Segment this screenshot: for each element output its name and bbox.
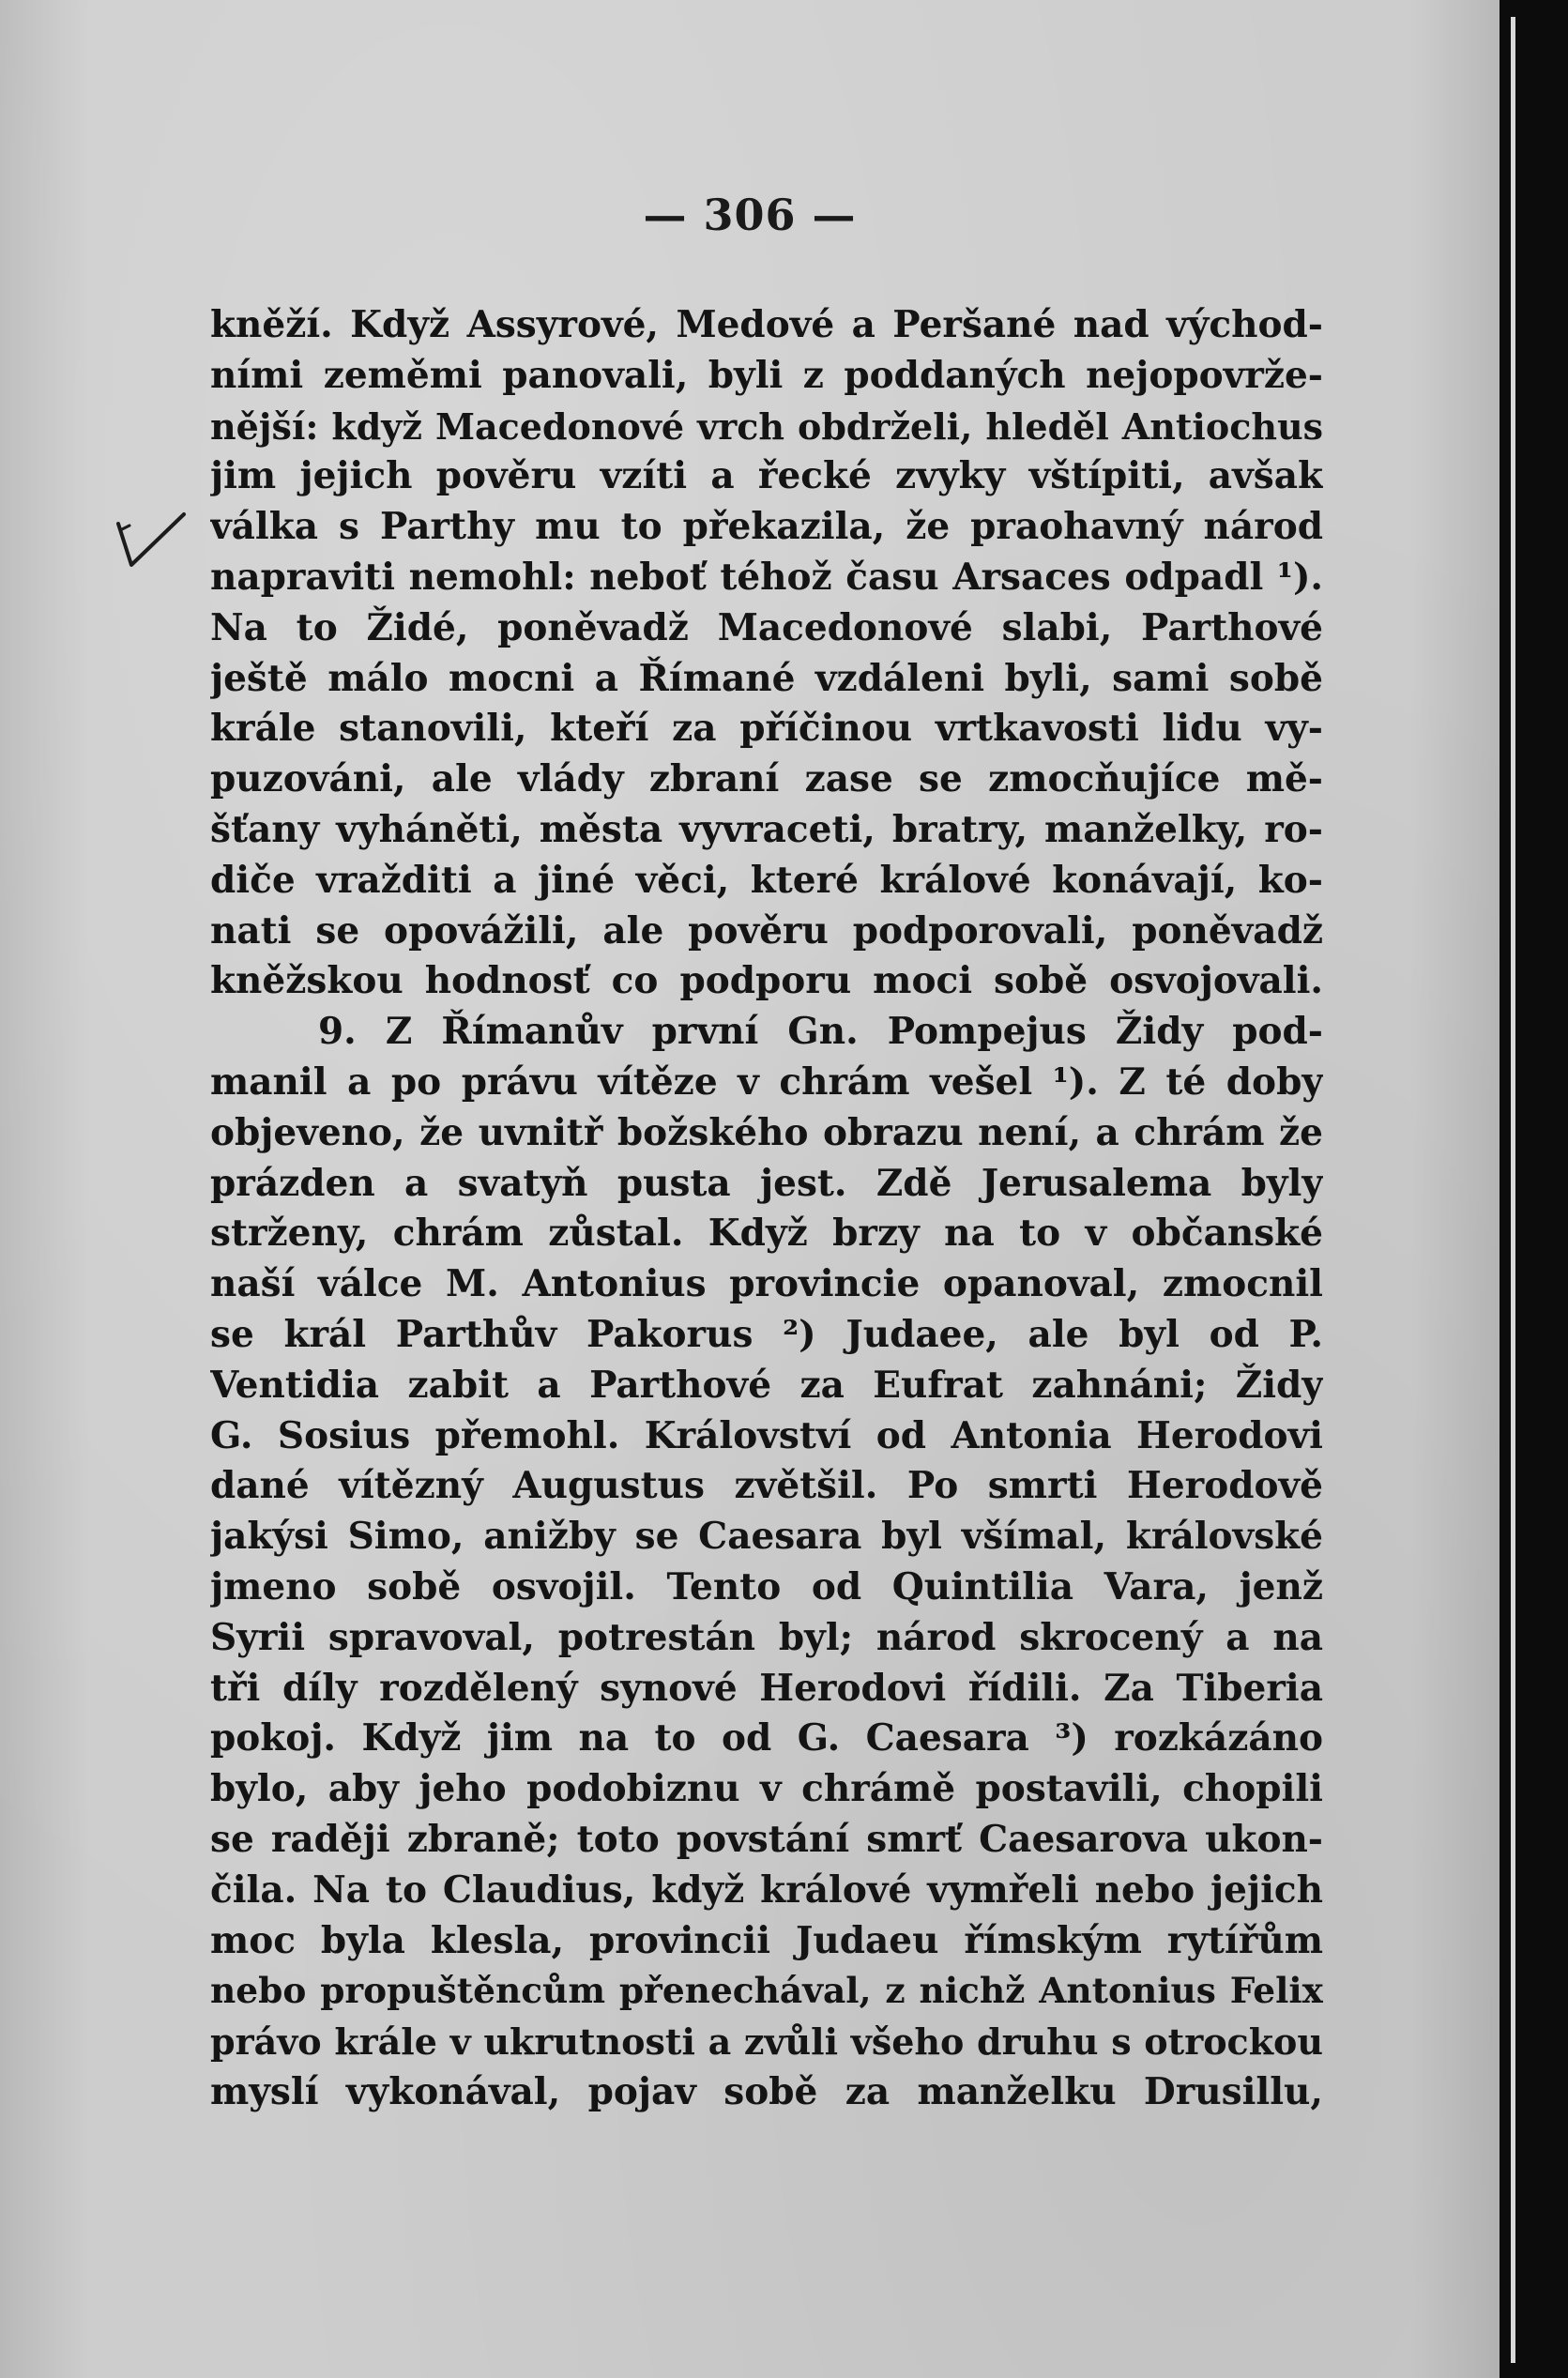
text-line: Syrii spravoval, potrestán byl; národ skrocený a na bbox=[210, 1615, 1323, 1659]
text-line: jmeno sobě osvojil. Tento od Quintilia Vara, jenž bbox=[210, 1564, 1323, 1608]
text-line: strženy, chrám zůstal. Když brzy na to v občanské bbox=[210, 1212, 1323, 1256]
text-line: prázden a svatyň pusta jest. Zdě Jerusalema byly bbox=[210, 1161, 1323, 1205]
text-line: puzováni, ale vlády zbraní zase se zmocňujíce mě- bbox=[210, 757, 1323, 801]
text-line: ními zeměmi panovali, byli z poddaných nejopovrže- bbox=[210, 353, 1323, 397]
text-line: tři díly rozdělený synové Herodovi řídili. Za Tiberia bbox=[210, 1666, 1323, 1710]
text-line: bylo, aby jeho podobiznu v chrámě postavili, chopili bbox=[210, 1767, 1323, 1811]
text-line: nati se opovážili, ale pověru podporovali, poněvadž bbox=[210, 908, 1323, 953]
text-line: G. Sosius přemohl. Království od Antonia Herodovi bbox=[210, 1413, 1323, 1457]
text-line: jim jejich pověru vzíti a řecké zvyky vštípiti, avšak bbox=[210, 454, 1323, 498]
text-line: 9. Z Římanův první Gn. Pompejus Židy pod- bbox=[318, 1010, 1323, 1054]
text-line: válka s Parthy mu to překazila, že praohavný národ bbox=[210, 505, 1323, 549]
text-line: nější: když Macedonové vrch obdrželi, hleděl Antiochus bbox=[210, 404, 1323, 448]
text-line: se král Parthův Pakorus ²) Judaee, ale byl od P. bbox=[210, 1312, 1323, 1356]
text-line: šťany vyháněti, města vyvraceti, bratry, manželky, ro- bbox=[210, 807, 1323, 851]
text-line: právo krále v ukrutnosti a zvůli všeho druhu s otrockou bbox=[210, 2020, 1323, 2064]
text-line: myslí vykonával, pojav sobě za manželku Drusillu, bbox=[210, 2069, 1323, 2113]
page-number: — 306 — bbox=[643, 190, 857, 240]
text-line: se raději zbraně; toto povstání smrť Caesarova ukon- bbox=[210, 1817, 1323, 1861]
text-line: moc byla klesla, provincii Judaeu římským rytířům bbox=[210, 1918, 1323, 1962]
scan-border-line bbox=[1511, 17, 1515, 2363]
text-line: ještě málo mocni a Římané vzdáleni byli, sami sobě bbox=[210, 656, 1323, 700]
text-line: čila. Na to Claudius, když králové vymřeli nebo jejich bbox=[210, 1867, 1323, 1912]
body-text bbox=[210, 300, 1323, 2118]
text-line: manil a po právu vítěze v chrám vešel ¹). Z té doby bbox=[210, 1059, 1323, 1104]
text-line: jakýsi Simo, anižby se Caesara byl všímal, královské bbox=[210, 1515, 1323, 1559]
text-line: Ventidia zabit a Parthové za Eufrat zahnáni; Židy bbox=[210, 1363, 1323, 1407]
margin-check-mark-icon bbox=[111, 507, 195, 591]
text-line: naší válce M. Antonius provincie opanoval, zmocnil bbox=[210, 1262, 1323, 1306]
text-line: napraviti nemohl: neboť téhož času Arsaces odpadl ¹). bbox=[210, 555, 1323, 599]
text-line: krále stanovili, kteří za příčinou vrtkavosti lidu vy- bbox=[210, 707, 1323, 751]
text-line: nebo propuštěncům přenechával, z nichž Antonius Felix bbox=[210, 1970, 1323, 2012]
text-line: kněží. Když Assyrové, Medové a Peršané nad východ- bbox=[210, 303, 1323, 346]
text-line: Na to Židé, poněvadž Macedonové slabi, Parthové bbox=[210, 605, 1323, 649]
text-line: dané vítězný Augustus zvětšil. Po smrti Herodově bbox=[210, 1464, 1323, 1508]
text-line: objeveno, že uvnitř božského obrazu není, a chrám že bbox=[210, 1110, 1323, 1154]
text-line: kněžskou hodnosť co podporu moci sobě osvojovali. bbox=[210, 959, 1323, 1003]
text-line: diče vražditi a jiné věci, které králové konávají, ko- bbox=[210, 858, 1323, 902]
text-line: pokoj. Když jim na to od G. Caesara ³) rozkázáno bbox=[210, 1716, 1323, 1761]
